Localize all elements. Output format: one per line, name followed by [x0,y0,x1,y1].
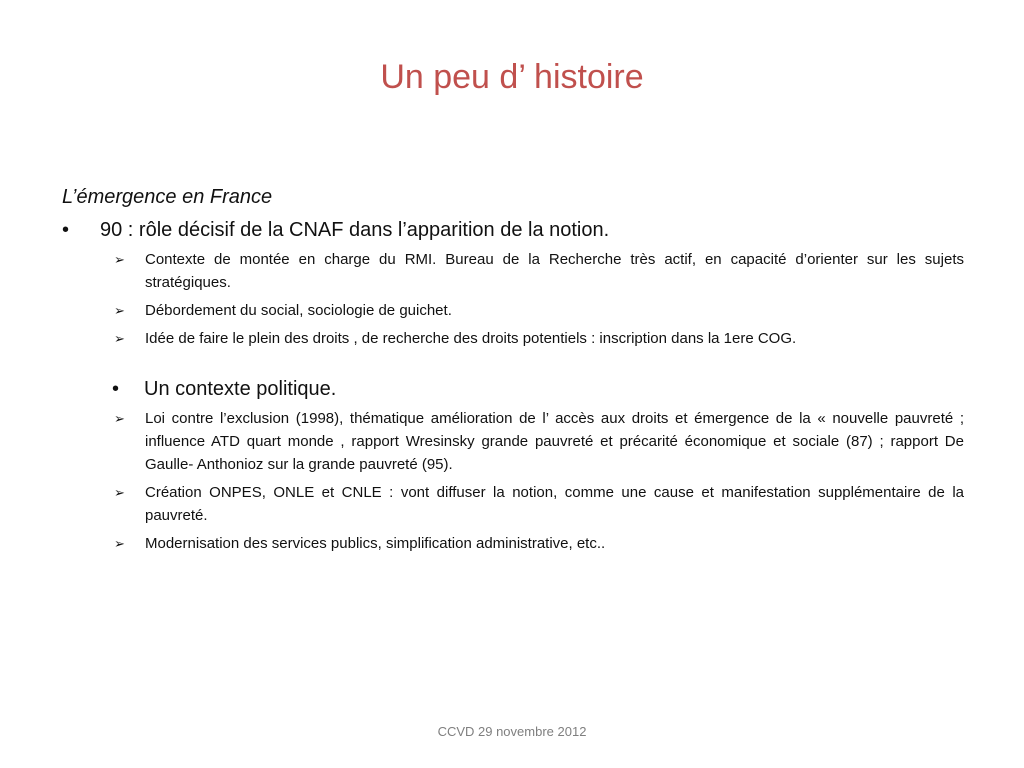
sub-item-text: Idée de faire le plein des droits , de recherche des droits potentiels : inscription dans la 1ere COG. [145,330,797,347]
slide-footer: CCVD 29 novembre 2012 [437,724,587,739]
sub-list [62,248,964,350]
bullet-item [62,378,964,401]
bullet-item [62,219,964,242]
arrow-bullet-icon: ➢ [114,536,125,551]
slide-content [62,186,964,560]
bullet-dot-icon: • [112,378,120,400]
arrow-bullet-icon: ➢ [114,331,125,346]
sub-item [62,327,964,350]
slide-title: Un peu d’ histoire [380,58,644,96]
arrow-bullet-icon: ➢ [114,411,125,426]
sub-item-text: Création ONPES, ONLE et CNLE : vont diffuser la notion, comme une cause et manifestation supplémentaire de la pauvreté. [145,484,964,524]
sub-item [62,481,964,527]
sub-item-text: Loi contre l’exclusion (1998), thématique amélioration de l’ accès aux droits et émergence de la « nouvelle pauvreté ; influence ATD quart monde , rapport Wresinsky grande pauvreté et précarité économique et sociale (87) ; rapport De Gaulle- Anthonioz sur la grande pauvreté (95). [145,410,964,473]
sub-item [62,299,964,322]
arrow-bullet-icon: ➢ [114,303,125,318]
sub-item [62,532,964,555]
arrow-bullet-icon: ➢ [114,252,125,267]
bullet-dot-icon: • [62,219,70,241]
sub-item-text: Modernisation des services publics, simplification administrative, etc.. [145,535,606,552]
bullet-text: Un contexte politique. [144,378,337,400]
sub-item-text: Contexte de montée en charge du RMI. Bureau de la Recherche très actif, en capacité d’orienter sur les sujets stratégiques. [145,251,964,291]
bullet-text: 90 : rôle décisif de la CNAF dans l’apparition de la notion. [100,219,610,241]
sub-item [62,407,964,476]
sub-list [62,407,964,555]
section-heading: L’émergence en France [62,186,273,208]
sub-item [62,248,964,294]
arrow-bullet-icon: ➢ [114,485,125,500]
sub-item-text: Débordement du social, sociologie de guichet. [145,302,452,319]
